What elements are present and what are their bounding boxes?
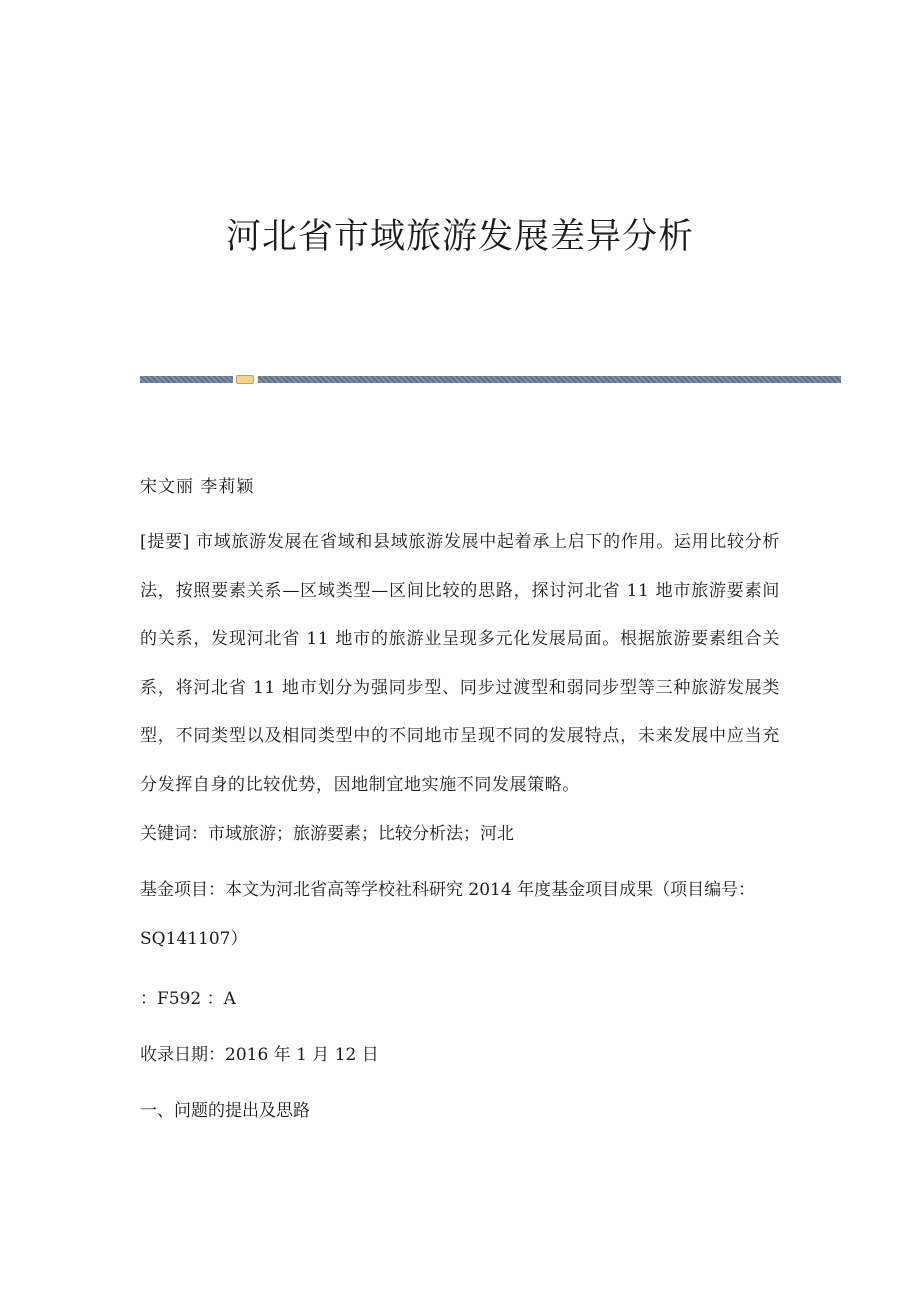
- divider-ornament-icon: [236, 375, 254, 384]
- keywords: 关键词：市域旅游；旅游要素；比较分析法；河北: [140, 824, 514, 844]
- title-divider: [140, 375, 841, 384]
- section-heading: 一、问题的提出及思路: [140, 1101, 310, 1121]
- fund-info: 基金项目：本文为河北省高等学校社科研究 2014 年度基金项目成果（项目编号：SQ141107）: [140, 880, 756, 949]
- received-date: 收录日期：2016 年 1 月 12 日: [140, 1045, 379, 1065]
- divider-bar-left: [140, 376, 233, 383]
- divider-bar-right: [258, 376, 841, 383]
- classification-code: ：F592 ：A: [140, 989, 236, 1009]
- document-title: 河北省市域旅游发展差异分析: [225, 217, 694, 257]
- abstract: [提要] 市域旅游发展在省域和县域旅游发展中起着承上启下的作用。运用比较分析法，按照要素关系—区域类型—区间比较的思路，探讨河北省 11 地市旅游要素间的关系，发现河北省 11 地市的旅游业呈现多元化发展局面。根据旅游要素组合关系，将河北省 11 地市划分为强同步型、同步过渡型和弱同步型等三种旅游发展类型，不同类型以及相同类型中的不同地市呈现不同的发展特点，未来发展中应当充分发挥自身的比较优势，因地制宜地实施不同发展策略。: [140, 532, 780, 795]
- authors: 宋文丽 李莉颖: [140, 477, 255, 497]
